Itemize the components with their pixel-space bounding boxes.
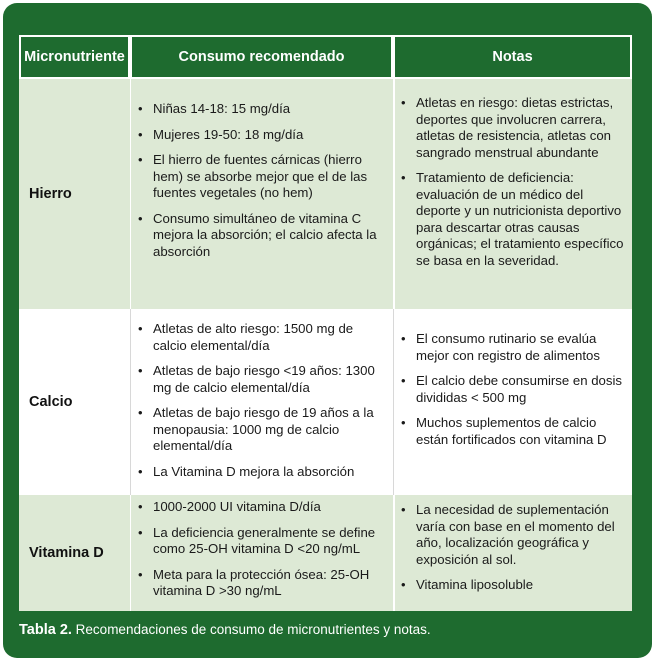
list-item: • La deficiencia generalmente se define como 25-OH vitamina D <20 ng/mL: [130, 525, 385, 558]
list-item: • Atletas en riesgo: dietas estrictas, deportes que involucren carrera, atletas de resistencia, atletas con sangrado menstrual abundante: [393, 95, 624, 161]
list-item: • Atletas de alto riesgo: 1500 mg de calcio elemental/día: [130, 321, 385, 354]
list-item: • Muchos suplementos de calcio están fortificados con vitamina D: [393, 415, 624, 448]
caption-label: Tabla 2.: [19, 622, 72, 638]
list-item: • Vitamina liposoluble: [393, 577, 624, 594]
list-item: • Niñas 14-18: 15 mg/día: [130, 101, 385, 118]
list-item: • Consumo simultáneo de vitamina C mejora la absorción; el calcio afecta la absorción: [130, 211, 385, 261]
row-name-hierro: Hierro: [19, 79, 130, 309]
row-consumption-calcio: [130, 309, 393, 495]
list-item: • Atletas de bajo riesgo de 19 años a la menopausia: 1000 mg de calcio elemental/día: [130, 405, 385, 455]
column-divider: [130, 309, 131, 495]
caption-text: Recomendaciones de consumo de micronutrientes y notas.: [71, 622, 431, 637]
row-notes-calcio: [393, 309, 632, 495]
list-item: • El calcio debe consumirse en dosis divididas < 500 mg: [393, 373, 624, 406]
header-notes: Notas: [393, 35, 632, 79]
table-caption: [19, 622, 639, 638]
list-item: • El consumo rutinario se evalúa mejor con registro de alimentos: [393, 331, 624, 364]
row-consumption-vitamina-d: [130, 495, 393, 611]
micronutrient-table: [19, 35, 632, 611]
column-divider: [393, 309, 394, 495]
row-notes-vitamina-d: [393, 495, 632, 611]
list-item: • 1000-2000 UI vitamina D/día: [130, 499, 385, 516]
list-item: • Mujeres 19-50: 18 mg/día: [130, 127, 385, 144]
list-item: • Meta para la protección ósea: 25-OH vitamina D >30 ng/mL: [130, 567, 385, 600]
header-consumption: Consumo recomendado: [130, 35, 393, 79]
list-item: • Atletas de bajo riesgo <19 años: 1300 mg de calcio elemental/día: [130, 363, 385, 396]
row-consumption-hierro: [130, 79, 393, 309]
list-item: • El hierro de fuentes cárnicas (hierro hem) se absorbe mejor que el de las fuentes vegetales (no hem): [130, 152, 385, 202]
header-micronutrient: Micronutriente: [19, 35, 130, 79]
row-name-vitamina-d: Vitamina D: [19, 495, 130, 611]
list-item: • La necesidad de suplementación varía con base en el momento del año, localización geográfica y exposición al sol.: [393, 502, 624, 568]
row-name-calcio: Calcio: [19, 309, 130, 495]
row-notes-hierro: [393, 79, 632, 309]
list-item: • La Vitamina D mejora la absorción: [130, 464, 385, 481]
list-item: • Tratamiento de deficiencia: evaluación de un médico del deporte y un nutricionista deportivo para descartar otras causas orgánicas; el tratamiento específico se basa en la severidad.: [393, 170, 624, 269]
